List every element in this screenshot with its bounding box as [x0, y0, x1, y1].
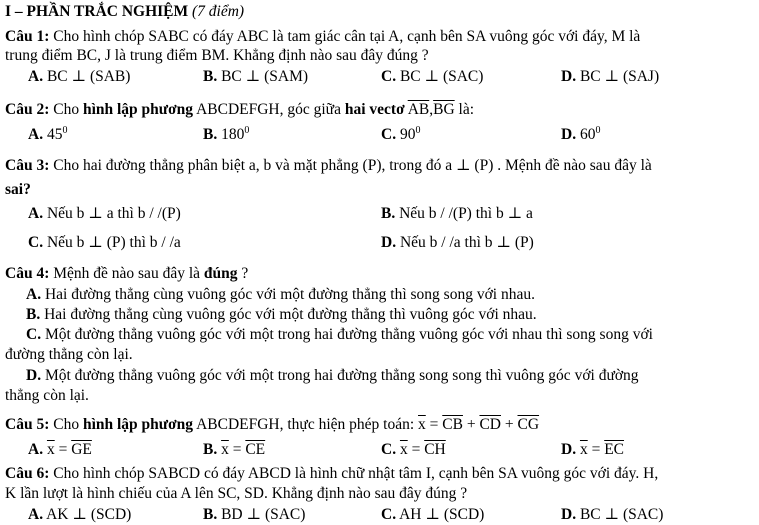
- q1-text-cont: trung điểm BC, J là trung điểm BM. Khẳng định nào sau đây đúng ?: [5, 47, 429, 64]
- q4-option-d[interactable]: D. Một đường thẳng vuông góc với một trong hai đường thẳng song song thì vuông góc với đường: [26, 367, 639, 384]
- q1-option-b[interactable]: B. BC ⊥ (SAM): [203, 68, 309, 85]
- q3-stem-line1: [5, 156, 652, 175]
- q1-label: Câu 1:: [5, 28, 50, 45]
- q1-stem-line1: [5, 27, 640, 46]
- q1-option-c[interactable]: C. BC ⊥ (SAC): [381, 68, 484, 85]
- q4-option-c[interactable]: C. Một đường thẳng vuông góc với một trong hai đường thẳng vuông góc với nhau thì song song với: [26, 326, 653, 343]
- section-title-text: I – PHẦN TRẮC NGHIỆM: [5, 3, 189, 20]
- q3-stem-line2: [5, 180, 31, 199]
- section-points: (7 điểm): [192, 3, 245, 20]
- q2-option-b[interactable]: B. $180^0$: [203, 124, 250, 143]
- q6-option-a[interactable]: A. AK ⊥ (SCD): [28, 506, 132, 523]
- vector-ab: $\overline{AB}$: [407, 101, 430, 118]
- q2-stem: Câu 2: Cho hình lập phương ABCDEFGH, góc giữa hai vectơ $\overline{AB},\overline{BG}$ là:: [5, 101, 475, 118]
- q2-option-d[interactable]: D. $60^0$: [561, 124, 601, 143]
- q4-stem: Câu 4: Mệnh đề nào sau đây là đúng ?: [5, 265, 249, 282]
- q4-option-a[interactable]: A. Hai đường thẳng cùng vuông góc với một đường thẳng thì song song với nhau.: [26, 286, 535, 303]
- q3-option-d[interactable]: D. Nếu b / /a thì b ⊥ (P): [381, 234, 534, 251]
- q6-stem-line2: [5, 484, 467, 503]
- q2-label: Câu 2:: [5, 101, 50, 118]
- q3-option-b[interactable]: B. Nếu b / /(P) thì b ⊥ a: [381, 205, 533, 222]
- q6-text: Cho hình chóp SABCD có đáy ABCD là hình chữ nhật tâm I, cạnh bên SA vuông góc với đáy. H,: [53, 465, 659, 482]
- q6-label: Câu 6:: [5, 465, 50, 482]
- q3-option-a[interactable]: A. Nếu b ⊥ a thì b / /(P): [28, 205, 181, 222]
- q1-option-d[interactable]: D. BC ⊥ (SAJ): [561, 68, 660, 85]
- q4-option-c-cont: đường thẳng còn lại.: [5, 346, 133, 363]
- q5-option-c[interactable]: C. $\overline{x} = \overline{CH}$: [381, 441, 446, 458]
- q6-text-cont: K lần lượt là hình chiếu của A lên SC, SD. Khẳng định nào sau đây đúng ?: [5, 485, 468, 502]
- vector-cd: $\overline{CD}$: [479, 416, 501, 433]
- q3-text-cont: sai?: [5, 181, 31, 198]
- q3-label: Câu 3:: [5, 157, 50, 174]
- q3-text: Cho hai đường thẳng phân biệt a, b và mặt phẳng (P), trong đó a ⊥ (P) . Mệnh đề nào sau đây là: [53, 157, 652, 174]
- q1-option-a[interactable]: A. BC ⊥ (SAB): [28, 68, 131, 85]
- q4-option-b[interactable]: B. Hai đường thẳng cùng vuông góc với một đường thẳng thì vuông góc với nhau.: [26, 306, 537, 323]
- q4-label: Câu 4:: [5, 265, 50, 282]
- q6-option-c[interactable]: C. AH ⊥ (SCD): [381, 506, 485, 523]
- q2-option-a[interactable]: A. $45^0$: [28, 124, 68, 143]
- section-title: [5, 2, 244, 21]
- q2-option-c[interactable]: C. $90^0$: [381, 124, 421, 143]
- q5-label: Câu 5:: [5, 416, 50, 433]
- q5-option-a[interactable]: A. $\overline{x} = \overline{GE}$: [28, 441, 92, 458]
- q5-stem: Câu 5: Cho hình lập phương ABCDEFGH, thực hiện phép toán: $\overline{x} = \overline{CB} + \overline{CD} + \overline{CG}$: [5, 416, 540, 433]
- vector-cb: $\overline{CB}$: [442, 416, 463, 433]
- q6-option-b[interactable]: B. BD ⊥ (SAC): [203, 506, 306, 523]
- vector-x: $\overline{x}$: [418, 416, 426, 433]
- q5-option-b[interactable]: B. $\overline{x} = \overline{CE}$: [203, 441, 266, 458]
- q6-stem-line1: [5, 464, 658, 483]
- q1-stem-line2: [5, 46, 429, 65]
- q1-text: Cho hình chóp SABC có đáy ABC là tam giác cân tại A, cạnh bên SA vuông góc với đáy, M là: [53, 28, 641, 45]
- q4-option-d-cont: thẳng còn lại.: [5, 387, 89, 404]
- q6-option-d[interactable]: D. BC ⊥ (SAC): [561, 506, 664, 523]
- q5-option-d[interactable]: D. $\overline{x} = \overline{EC}$: [561, 441, 625, 458]
- vector-cg: $\overline{CG}$: [517, 416, 540, 433]
- vector-bg: $\overline{BG}$: [433, 101, 455, 118]
- q3-option-c[interactable]: C. Nếu b ⊥ (P) thì b / /a: [28, 234, 181, 251]
